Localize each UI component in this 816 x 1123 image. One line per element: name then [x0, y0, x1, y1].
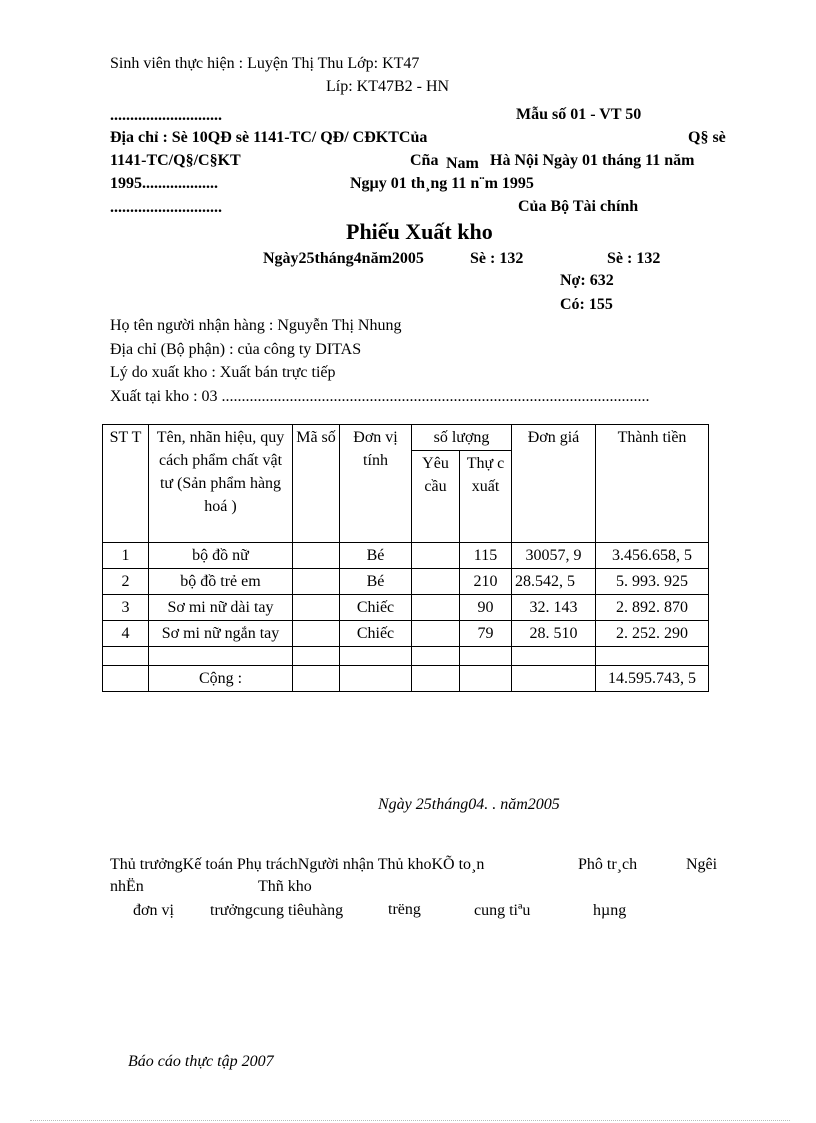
page-border — [30, 1120, 790, 1121]
empty-cell — [340, 666, 412, 692]
header-quantity: số lượng — [412, 425, 512, 451]
signature-nguoi: Ngêi — [686, 856, 718, 873]
table-row — [103, 543, 709, 569]
empty-cell — [412, 647, 460, 666]
page-footer: Báo cáo thực tập 2007 — [128, 1053, 274, 1070]
debit-account: Nợ: 632 — [560, 272, 614, 289]
cell-name: Sơ mi nữ dài tay — [149, 595, 293, 621]
cell-stt: 4 — [103, 621, 149, 647]
items-table — [102, 424, 709, 692]
issuer-nam: Nam — [446, 155, 479, 172]
place-date: Hà Nội Ngày 01 tháng 11 năm — [490, 152, 695, 169]
empty-cell — [293, 666, 340, 692]
dotted-line-2: ............................ — [110, 199, 222, 216]
cell-code — [293, 621, 340, 647]
export-reason: Lý do xuất kho : Xuất bán trực tiếp — [110, 364, 336, 381]
cell-actual: 115 — [460, 543, 512, 569]
header-amount: Thành tiền — [596, 425, 709, 543]
cell-name: Sơ mi nữ ngắn tay — [149, 621, 293, 647]
cell-unit: Chiếc — [340, 595, 412, 621]
cell-stt: 2 — [103, 569, 149, 595]
header-name: Tên, nhãn hiệu, quy cách phẩm chất vật tư (Sản phẩm hàng hoá ) — [149, 425, 293, 543]
table-total-row — [103, 666, 709, 692]
empty-cell — [596, 647, 709, 666]
credit-account: Có: 155 — [560, 296, 613, 313]
signature-truong: trëng — [388, 901, 421, 918]
cell-actual: 210 — [460, 569, 512, 595]
cell-code — [293, 543, 340, 569]
empty-cell — [512, 666, 596, 692]
table-row-empty — [103, 647, 709, 666]
address-line: Địa chỉ : Sè 10QĐ sè 1141-TC/ QĐ/ CĐKTCủa — [110, 129, 428, 146]
cell-actual: 90 — [460, 595, 512, 621]
cell-stt: 3 — [103, 595, 149, 621]
empty-cell — [512, 647, 596, 666]
cell-requested — [412, 569, 460, 595]
student-line: Sinh viên thực hiện : Luyện Thị Thu Lớp: KT47 — [110, 55, 420, 72]
signature-titles: Thủ trưởngKế toán Phụ tráchNgười nhận Thủ khoKÕ to¸n — [110, 856, 485, 873]
empty-cell — [412, 666, 460, 692]
signature-hang: hµng — [593, 902, 627, 919]
total-amount: 14.595.743, 5 — [596, 666, 709, 692]
header-unit: Đơn vị tính — [340, 425, 412, 543]
empty-cell — [460, 647, 512, 666]
total-label: Cộng : — [149, 666, 293, 692]
cell-amount: 3.456.658, 5 — [596, 543, 709, 569]
empty-cell — [103, 666, 149, 692]
cell-unit: Bé — [340, 569, 412, 595]
cell-code — [293, 569, 340, 595]
cell-unit: Chiếc — [340, 621, 412, 647]
cell-name: bộ đồ trẻ em — [149, 569, 293, 595]
cell-actual: 79 — [460, 621, 512, 647]
cell-amount: 2. 252. 290 — [596, 621, 709, 647]
decision-ref: Q§ sè — [688, 129, 726, 146]
cell-stt: 1 — [103, 543, 149, 569]
document-date: Ngày25tháng4năm2005 — [263, 250, 424, 267]
decision-date: Ngµy 01 th¸ng 11 n¨m 1995 — [350, 175, 534, 192]
cell-code — [293, 595, 340, 621]
decision-number: 1141-TC/Q§/C§KT — [110, 152, 241, 169]
cell-price: 32. 143 — [512, 595, 596, 621]
header-stt: ST T — [103, 425, 149, 543]
header-price: Đơn giá — [512, 425, 596, 543]
empty-cell — [293, 647, 340, 666]
cell-price: 28. 510 — [512, 621, 596, 647]
signature-truong-cung: trưởngcung tiêuhàng — [210, 902, 344, 919]
dotted-line: ............................ — [110, 107, 222, 124]
document-number: Sè : 132 — [470, 250, 524, 267]
table-row — [103, 569, 709, 595]
document-number-right: Sè : 132 — [607, 250, 661, 267]
cell-requested — [412, 543, 460, 569]
table-row — [103, 621, 709, 647]
receiver-address: Địa chỉ (Bộ phận) : của công ty DITAS — [110, 341, 362, 358]
signature-thu-kho: Thñ kho — [258, 878, 312, 895]
form-number: Mẫu số 01 - VT 50 — [516, 106, 642, 123]
cell-unit: Bé — [340, 543, 412, 569]
warehouse-line: Xuất tại kho : 03 ........................................................................................................... — [110, 388, 650, 405]
class-line: Líp: KT47B2 - HN — [326, 78, 450, 95]
cell-requested — [412, 621, 460, 647]
table-row — [103, 595, 709, 621]
signature-nhan: nhËn — [110, 878, 144, 895]
empty-cell — [103, 647, 149, 666]
empty-cell — [149, 647, 293, 666]
cell-name: bộ đồ nữ — [149, 543, 293, 569]
signature-cung-tieu: cung tiªu — [474, 902, 531, 919]
issuer-of: Cña — [410, 152, 439, 169]
cell-price: 30057, 9 — [512, 543, 596, 569]
header-actual: Thự c xuất — [460, 451, 512, 543]
signature-date: Ngày 25tháng04. . năm2005 — [378, 796, 560, 813]
page-title: Phiếu Xuất kho — [346, 219, 493, 244]
signature-pho-trach: Phô tr¸ch — [578, 856, 638, 873]
cell-price: 28.542, 5 — [512, 569, 596, 595]
cell-requested — [412, 595, 460, 621]
cell-amount: 5. 993. 925 — [596, 569, 709, 595]
ministry: Của Bộ Tài chính — [518, 198, 639, 215]
cell-amount: 2. 892. 870 — [596, 595, 709, 621]
table-header-row — [103, 425, 709, 451]
empty-cell — [340, 647, 412, 666]
year-line: 1995................... — [110, 175, 218, 192]
receiver-name: Họ tên người nhận hàng : Nguyễn Thị Nhung — [110, 317, 402, 334]
header-requested: Yêu cầu — [412, 451, 460, 543]
empty-cell — [460, 666, 512, 692]
header-code: Mã số — [293, 425, 340, 543]
signature-don-vi: đơn vị — [133, 902, 174, 919]
